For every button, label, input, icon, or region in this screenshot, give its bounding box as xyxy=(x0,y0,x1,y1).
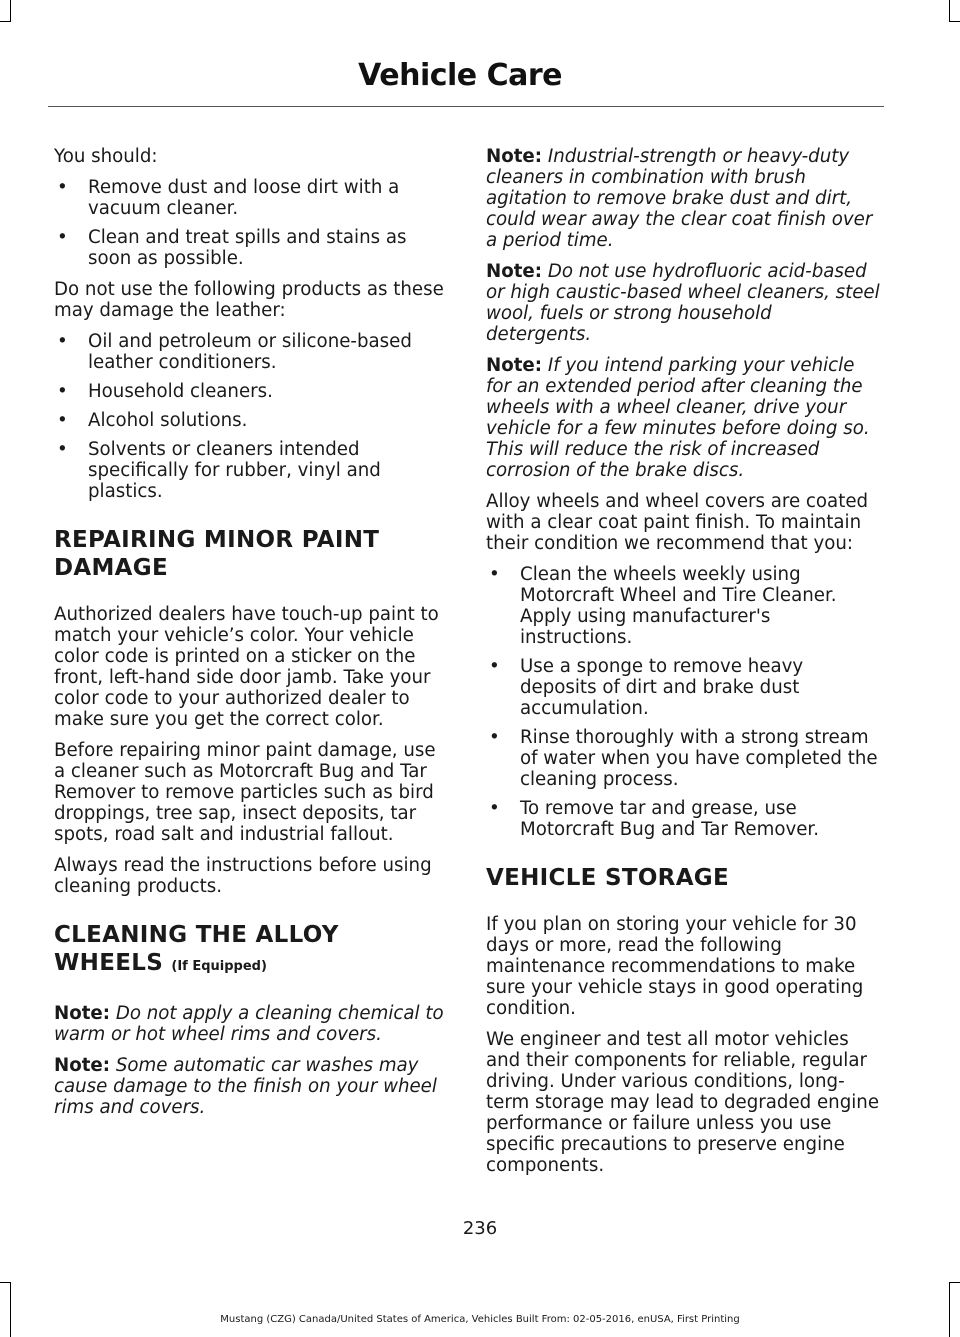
list-item-text: Clean and treat spills and stains as soon as possible. xyxy=(88,227,407,269)
list-item xyxy=(54,410,450,431)
storage-paragraph: If you plan on storing your vehicle for 30 days or more, read the following maintenance recommendations to make sure your vehicle stays in good operating condition. xyxy=(486,914,864,1019)
list-item xyxy=(54,227,450,269)
heading-suffix: (If Equipped) xyxy=(171,959,267,974)
bullet: • xyxy=(489,564,500,585)
repair-paragraph: Before repairing minor paint damage, use a cleaner such as Motorcraft Bug and Tar Remover to remove particles such as bird droppings, tree sap, insect deposits, tar spots, road salt and industrial fallout. xyxy=(54,740,436,845)
note-text: Industrial-strength or heavy-duty cleaners in combination with brush agitation to remove brake dust and dirt, could wear away the clear coat finish over a period time. xyxy=(486,146,873,251)
bullet: • xyxy=(489,727,500,748)
avoid-list xyxy=(54,331,450,502)
alloy-paragraph: Alloy wheels and wheel covers are coated with a clear coat paint finish. To maintain their condition we recommend that you: xyxy=(486,491,869,554)
left-column xyxy=(54,146,450,1128)
list-item-text: Household cleaners. xyxy=(88,381,273,402)
storage-paragraph: We engineer and test all motor vehicles and their components for reliable, regular driving. Under various conditions, long-term storage may lead to degraded engine performance or failure unless you use specific precautions to preserve engine components. xyxy=(486,1029,880,1176)
note-text: Some automatic car washes may cause damage to the finish on your wheel rims and covers. xyxy=(54,1055,437,1118)
list-item xyxy=(54,381,450,402)
list-item xyxy=(486,727,882,790)
list-item xyxy=(54,177,450,219)
page-title: Vehicle Care xyxy=(358,58,562,93)
bullet: • xyxy=(57,331,68,352)
should-list xyxy=(54,177,450,269)
crop-mark xyxy=(0,1282,10,1283)
crop-mark xyxy=(10,1282,11,1337)
section-heading-repair: REPAIRING MINOR PAINT DAMAGE xyxy=(54,527,380,581)
list-item xyxy=(486,798,882,840)
note-text: Do not apply a cleaning chemical to warm or hot wheel rims and covers. xyxy=(54,1003,444,1045)
note-label: Note: xyxy=(54,1055,111,1076)
list-item-text: Clean the wheels weekly using Motorcraft Wheel and Tire Cleaner. Apply using manufacturer's instructions. xyxy=(520,564,837,648)
right-column xyxy=(486,146,882,1186)
bullet: • xyxy=(57,410,68,431)
list-item xyxy=(54,331,450,373)
list-item-text: Remove dust and loose dirt with a vacuum cleaner. xyxy=(88,177,400,219)
bullet: • xyxy=(57,439,68,460)
avoid-intro-text: Do not use the following products as these may damage the leather: xyxy=(54,279,444,321)
crop-mark xyxy=(10,0,11,22)
list-item xyxy=(486,564,882,648)
list-item-text: Use a sponge to remove heavy deposits of dirt and brake dust accumulation. xyxy=(520,656,804,719)
note xyxy=(486,355,882,481)
footer-text: Mustang (CZG) Canada/United States of America, Vehicles Built From: 02-05-2016, enUSA, First Printing xyxy=(220,1314,740,1325)
list-item-text: Alcohol solutions. xyxy=(88,410,248,431)
crop-mark xyxy=(950,1282,960,1283)
intro-text: You should: xyxy=(54,146,158,167)
note-label: Note: xyxy=(486,146,543,167)
note-text: If you intend parking your vehicle for an extended period after cleaning the wheels with a wheel cleaner, drive your vehicle for a few minutes before doing so. This will reduce the risk of increased corrosion of the brake discs. xyxy=(486,355,870,481)
repair-paragraph: Always read the instructions before using cleaning products. xyxy=(54,855,432,897)
list-item-text: Rinse thoroughly with a strong stream of water when you have completed the cleaning process. xyxy=(520,727,878,790)
note-label: Note: xyxy=(486,355,543,376)
section-heading-wheels xyxy=(54,921,450,981)
header-divider xyxy=(48,106,884,107)
note-label: Note: xyxy=(54,1003,111,1024)
bullet: • xyxy=(57,381,68,402)
bullet: • xyxy=(57,227,68,248)
note xyxy=(486,261,882,345)
crop-mark xyxy=(950,21,960,22)
list-item-text: To remove tar and grease, use Motorcraft Bug and Tar Remover. xyxy=(520,798,819,840)
heading-text: CLEANING THE ALLOY WHEELS xyxy=(54,922,339,976)
repair-paragraph: Authorized dealers have touch-up paint to match your vehicle’s color. Your vehicle color code is printed on a sticker on the front, left-hand side door jamb. Take your color code to your authorized dealer to make sure you get the correct color. xyxy=(54,604,439,730)
section-heading-storage: VEHICLE STORAGE xyxy=(486,865,729,891)
crop-mark xyxy=(949,1282,950,1337)
list-item xyxy=(486,656,882,719)
list-item xyxy=(54,439,450,502)
note xyxy=(54,1003,450,1045)
note-text: Do not use hydrofluoric acid-based or high caustic-based wheel cleaners, steel wool, fuels or strong household detergents. xyxy=(486,261,880,345)
note xyxy=(486,146,882,251)
crop-mark xyxy=(949,0,950,22)
note xyxy=(54,1055,450,1118)
note-label: Note: xyxy=(486,261,543,282)
page-number: 236 xyxy=(462,1218,498,1239)
alloy-list xyxy=(486,564,882,840)
bullet: • xyxy=(57,177,68,198)
bullet: • xyxy=(489,798,500,819)
crop-mark xyxy=(0,21,10,22)
bullet: • xyxy=(489,656,500,677)
list-item-text: Oil and petroleum or silicone-based leather conditioners. xyxy=(88,331,412,373)
list-item-text: Solvents or cleaners intended specifically for rubber, vinyl and plastics. xyxy=(88,439,381,502)
